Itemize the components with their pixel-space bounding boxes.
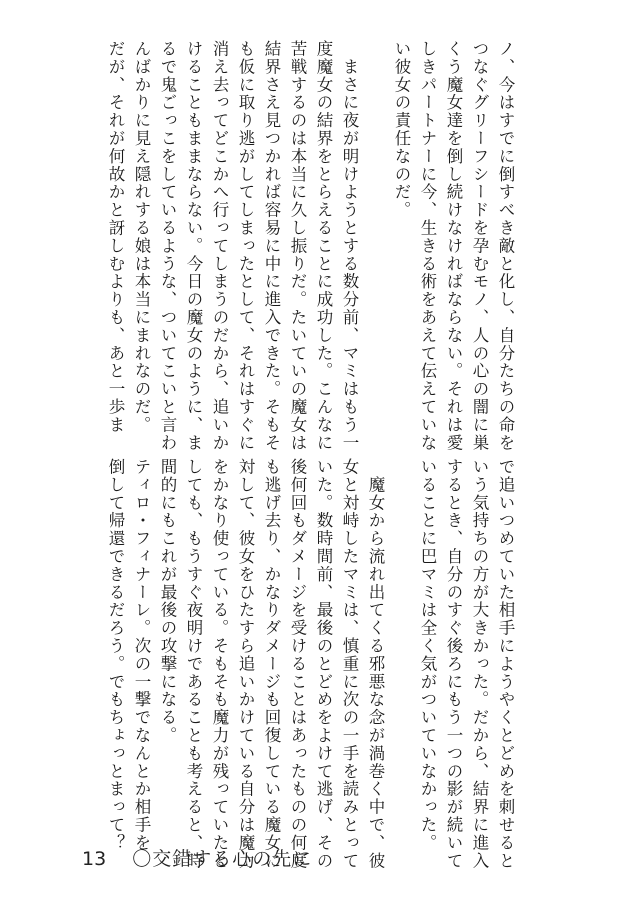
upper-text-block: ノ、今はすでに倒すべき敵と化し、自分たちの命を つなぐグリーフシードを孕むモノ、人の心の闇に巣 くう魔女達を倒し続けなければならない。それは愛 しきパートナーに今、生きる術をあえて伝えていな い彼女の責任なのだ。 まさに夜が明けようとする数分前、マミはもう一 度魔女の結界をとらえることに成功した。こんなに 苦戦するのは本当に久し振りだ。たいていの魔女は 結界さえ見つかれば容易に中に進入できた。そもそ も仮に取り逃がしてしまったとして、それはすぐに 消え去ってどこかへ行ってしまうのだから、追いか けることもままならない。今日の魔女のように、ま るで鬼ごっこをしているような、ついてこいと言わ んばかりに見え隠れする娘は本当にまれなのだ。 だが、それが何故かと訝しむよりも、あと一歩ま — [106, 40, 515, 452]
page-number: 13 — [82, 848, 107, 870]
lower-text-block: で追いつめていた相手にようやくとどめを刺せると いう気持ちの方が大きかった。だから、結界に進入 するとき、自分のすぐ後ろにもう一つの影が続いて いることに巴マミは全く気がついていなかった。 魔女から流れ出てくる邪悪な念が渦巻く中で、彼 女と対峙したマミは、慎重に次の一手を読みとって いた。数時間前、最後のとどめをよけて逃げ、その 後何回もダメージを受けることはあったものの何度 も逃げ去り、かなりダメージも回復している魔女に 対して、彼女をひたすら追いかけている自分は魔力 をかなり使っている。そもそも魔力が残っていたと しても、もうすぐ夜明けであることも考えると、時 間的にもこれが最後の攻撃になる。 ティロ・フィナーレ。次の一撃でなんとか相手を 倒して帰還できるだろう。でもちょっとまって？ — [106, 458, 515, 870]
chapter-title: 〇交錯する心の先に — [132, 848, 313, 870]
page-footer — [82, 844, 312, 871]
